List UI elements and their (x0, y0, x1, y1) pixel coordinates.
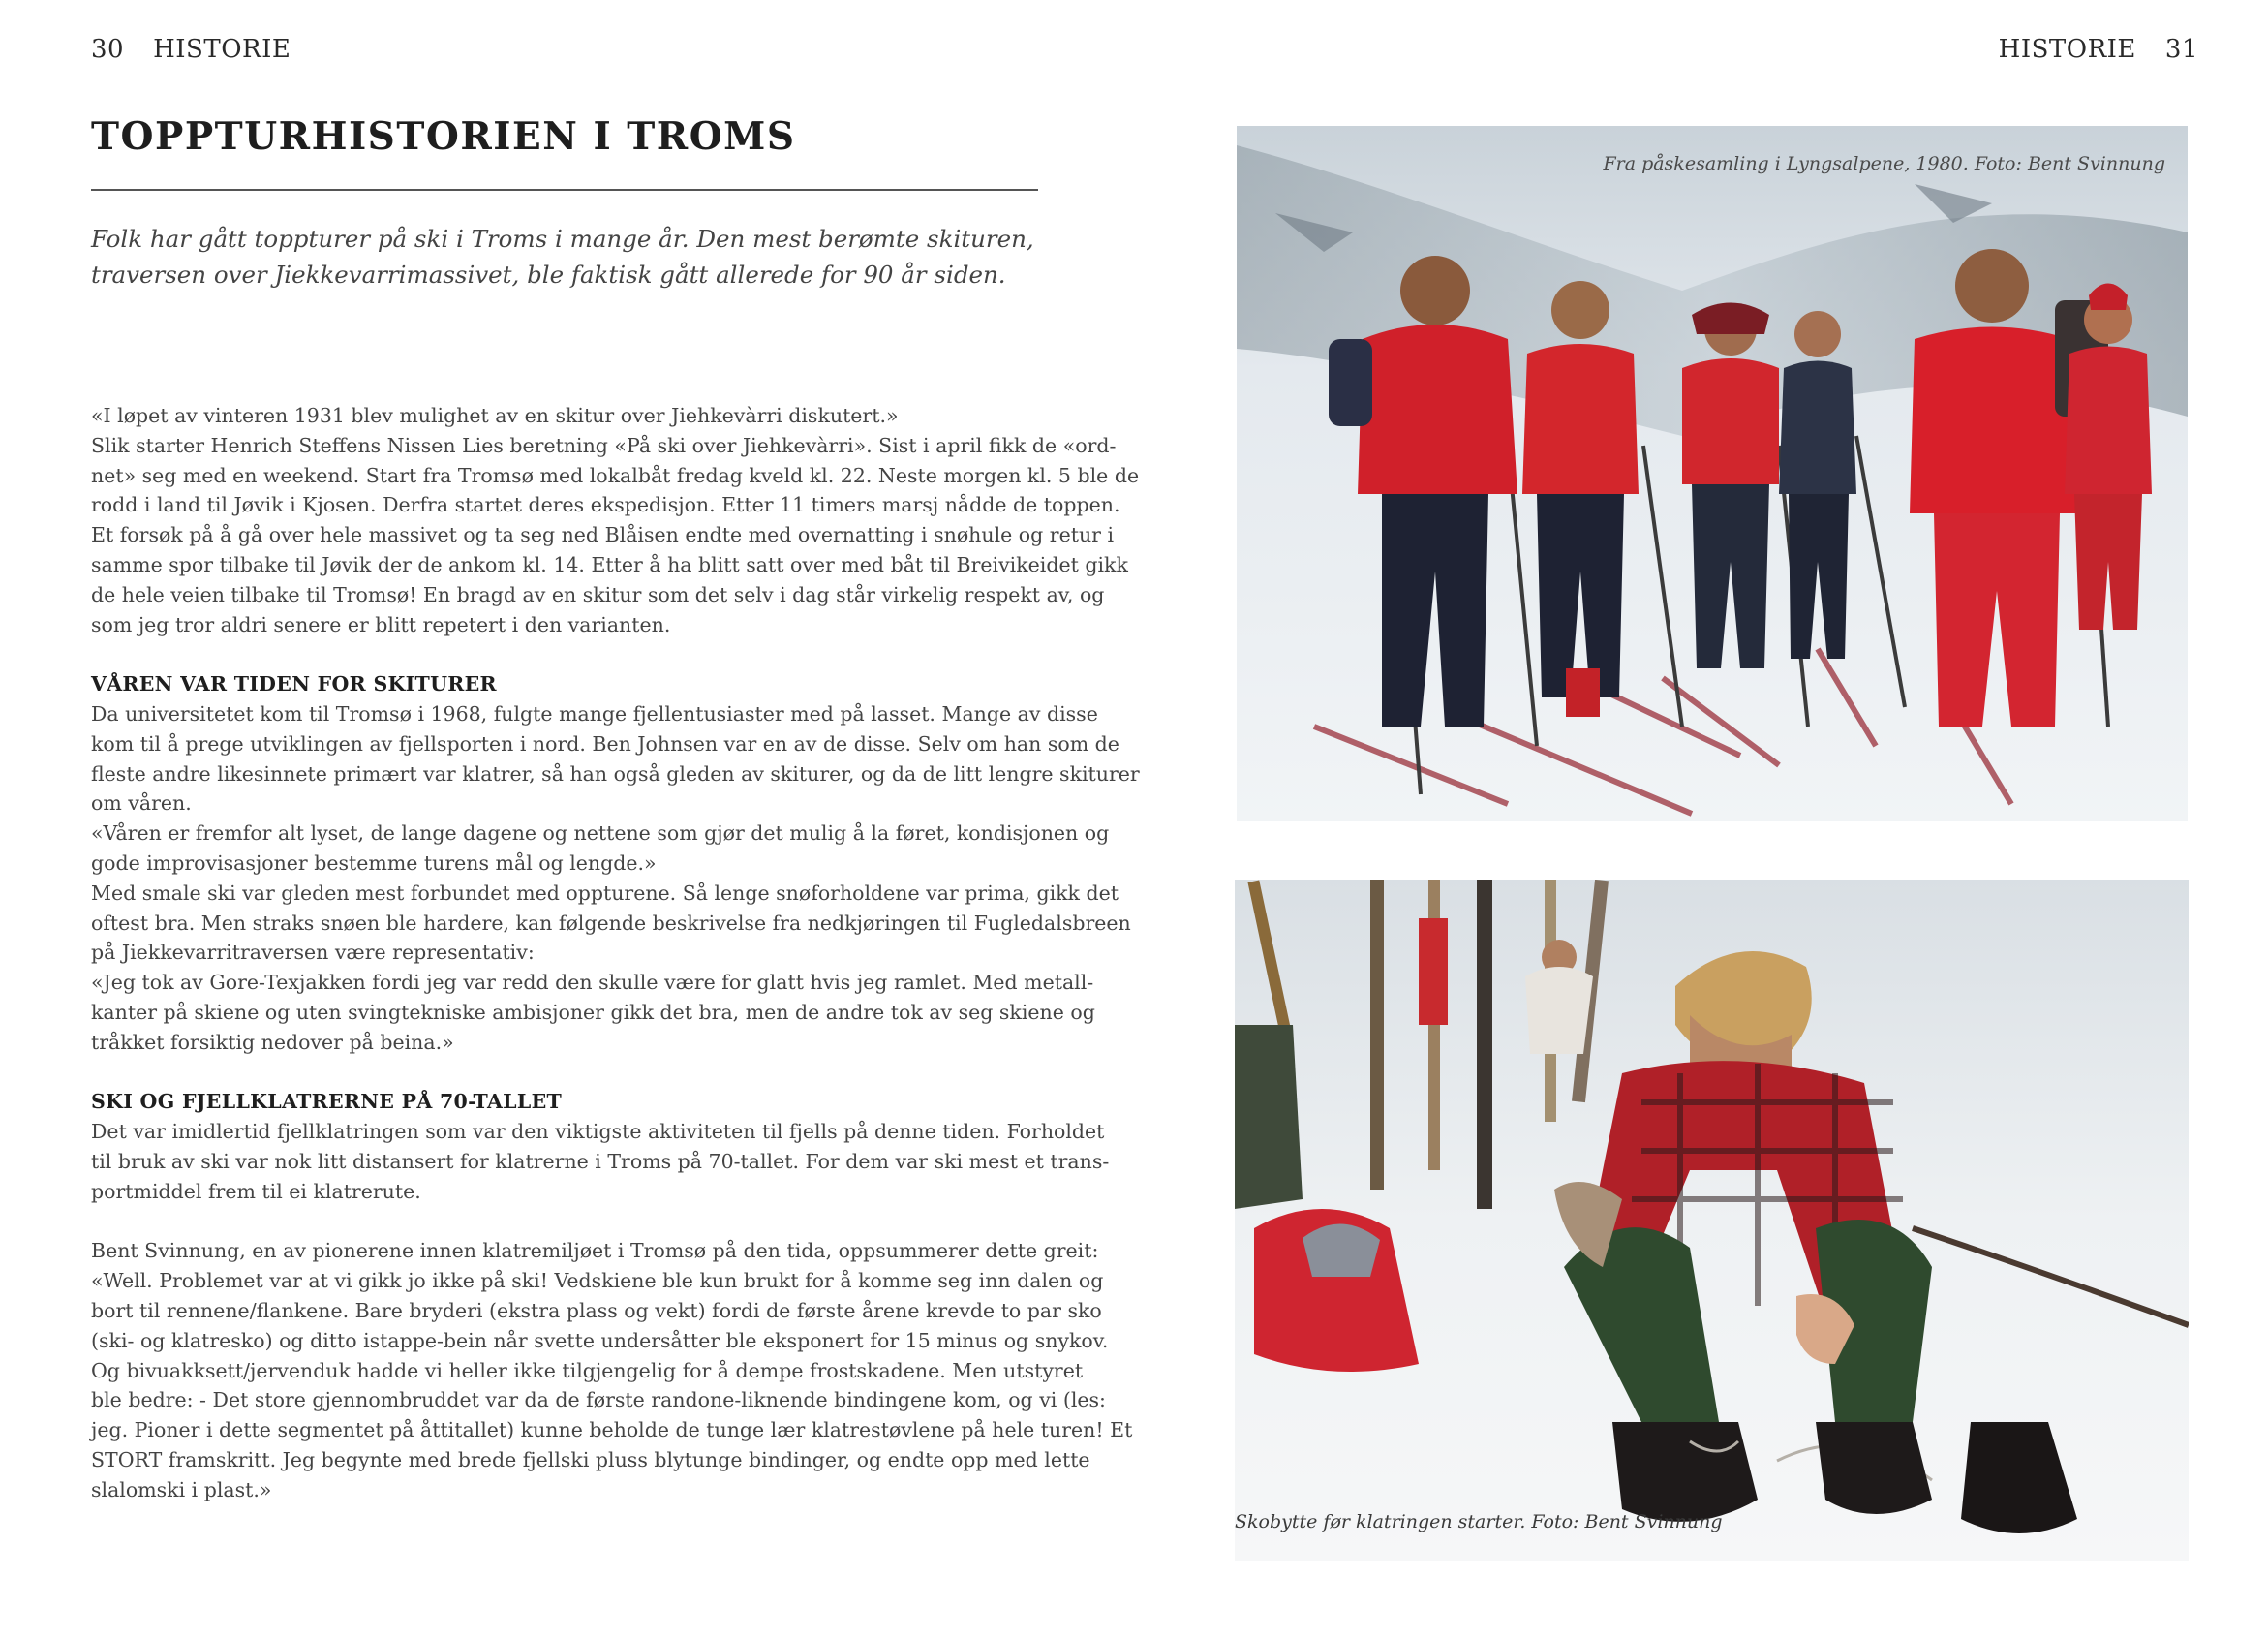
photo-skiers-group (1237, 126, 2188, 821)
lead-line: Folk har gått toppturer på ski i Troms i mange år. Den mest berømte skituren, (91, 225, 1034, 253)
article-body (91, 401, 1140, 1504)
left-page-number: 30 (91, 35, 125, 64)
body-line: kom til å prege utviklingen av fjellsporten i nord. Ben Johnsen var en av de disse. Selv om han som de (91, 731, 1119, 756)
body-line: (ski- og klatresko) og ditto istappe-bein når svette undersåtter ble eksponert for 15 minus og snykov. (91, 1328, 1109, 1352)
body-line: «Jeg tok av Gore-Texjakken fordi jeg var redd den skulle være for glatt hvis jeg ramlet. Med metall- (91, 971, 1094, 995)
body-line: fleste andre likesinnete primært var klatrer, så han også gleden av skiturer, og da de litt lengre skiturer (91, 761, 1140, 786)
photo-climber-boots (1235, 880, 2189, 1561)
body-line: Et forsøk på å gå over hele massivet og ta seg ned Blåisen endte med overnatting i snøhule og retur i (91, 523, 1115, 547)
body-line: Det var imidlertid fjellklatringen som var den viktigste aktiviteten til fjells på denne tiden. Forholdet (91, 1120, 1105, 1144)
body-line: til bruk av ski var nok litt distansert for klatrerne i Troms på 70-tallet. For dem var ski mest et trans- (91, 1149, 1110, 1173)
body-line: jeg. Pioner i dette segmentet på åttitallet) kunne beholde de tunge lær klatrestøvlene på hele turen! Et (91, 1418, 1133, 1442)
body-line: Slik starter Henrich Steffens Nissen Lies beretning «På ski over Jiehkevàrri». Sist i april fikk de «ord- (91, 433, 1117, 457)
body-line: oftest bra. Men straks snøen ble hardere, kan følgende beskrivelse fra nedkjøringen til Fugledalsbreen (91, 911, 1131, 935)
body-line: de hele veien tilbake til Tromsø! En bragd av en skitur som det selv i dag står virkelig respekt av, og (91, 582, 1105, 606)
lead-line: traversen over Jiekkevarrimassivet, ble faktisk gått allerede for 90 år siden. (91, 261, 1006, 289)
body-line: samme spor tilbake til Jøvik der de ankom kl. 14. Etter å ha blitt satt over med båt til Breivikeidet gikk (91, 552, 1128, 576)
photo-caption-bottom: Skobytte før klatringen starter. Foto: Bent Svinnung (1235, 1511, 1723, 1532)
body-line: rodd i land til Jøvik i Kjosen. Derfra startet deres ekspedisjon. Etter 11 timers marsj nådde de toppen. (91, 493, 1120, 517)
article-lead (91, 221, 1059, 293)
body-line: gode improvisasjoner bestemme turens mål og lengde.» (91, 851, 657, 875)
body-line: Og bivuakksett/jervenduk hadde vi heller ikke tilgjengelig for å dempe frostskadene. Men utstyret (91, 1358, 1084, 1382)
section-heading-fjellklatrerne: SKI OG FJELLKLATRERNE PÅ 70-TALLET (91, 1090, 563, 1114)
body-line: ble bedre: - Det store gjennombruddet var da de første randone-liknende bindingene kom, og vi (les: (91, 1388, 1106, 1412)
body-line: om våren. (91, 791, 192, 816)
body-line: STORT framskritt. Jeg begynte med brede fjellski pluss blytunge bindinger, og endte opp med lette (91, 1447, 1090, 1471)
body-line: net» seg med en weekend. Start fra Tromsø med lokalbåt fredag kveld kl. 22. Neste morgen kl. 5 ble de (91, 463, 1140, 487)
right-running-head (1999, 35, 2198, 64)
article-title: TOPPTURHISTORIEN I TROMS (91, 114, 796, 159)
left-section-label: HISTORIE (153, 35, 291, 64)
body-line: på Jiekkevarritraversen være representativ: (91, 941, 535, 965)
title-divider (91, 189, 1038, 191)
right-section-label: HISTORIE (1998, 35, 2136, 64)
body-line: Med smale ski var gleden mest forbundet med oppturene. Så lenge snøforholdene var prima, gikk det (91, 881, 1119, 905)
body-line: «Våren er fremfor alt lyset, de lange dagene og nettene som gjør det mulig å la føret, kondisjonen og (91, 821, 1110, 846)
body-line: Da universitetet kom til Tromsø i 1968, fulgte mange fjellentusiaster med på lasset. Mange av disse (91, 701, 1098, 726)
body-line: «I løpet av vinteren 1931 blev mulighet av en skitur over Jiehkevàrri diskutert.» (91, 404, 899, 427)
section-heading-varen: VÅREN VAR TIDEN FOR SKITURER (91, 672, 497, 696)
left-running-head (91, 35, 291, 64)
photo-caption-top: Fra påskesamling i Lyngsalpene, 1980. Foto: Bent Svinnung (1603, 153, 2165, 174)
body-line: Bent Svinnung, en av pionerene innen klatremiljøet i Tromsø på den tida, oppsummerer dette greit: (91, 1239, 1099, 1263)
body-line: portmiddel frem til ei klatrerute. (91, 1179, 421, 1203)
body-line: kanter på skiene og uten svingtekniske ambisjoner gikk det bra, men de andre tok av seg skiene og (91, 1000, 1095, 1024)
body-line: tråkket forsiktig nedover på beina.» (91, 1030, 454, 1054)
right-page-number: 31 (2164, 35, 2198, 64)
body-line: bort til rennene/flankene. Bare bryderi (ekstra plass og vekt) fordi de første årene krevde to par sko (91, 1298, 1102, 1322)
body-line: slalomski i plast.» (91, 1477, 272, 1501)
body-line: «Well. Problemet var at vi gikk jo ikke på ski! Vedskiene ble kun brukt for å komme seg inn dalen og (91, 1269, 1104, 1293)
body-line: som jeg tror aldri senere er blitt repetert i den varianten. (91, 612, 671, 636)
